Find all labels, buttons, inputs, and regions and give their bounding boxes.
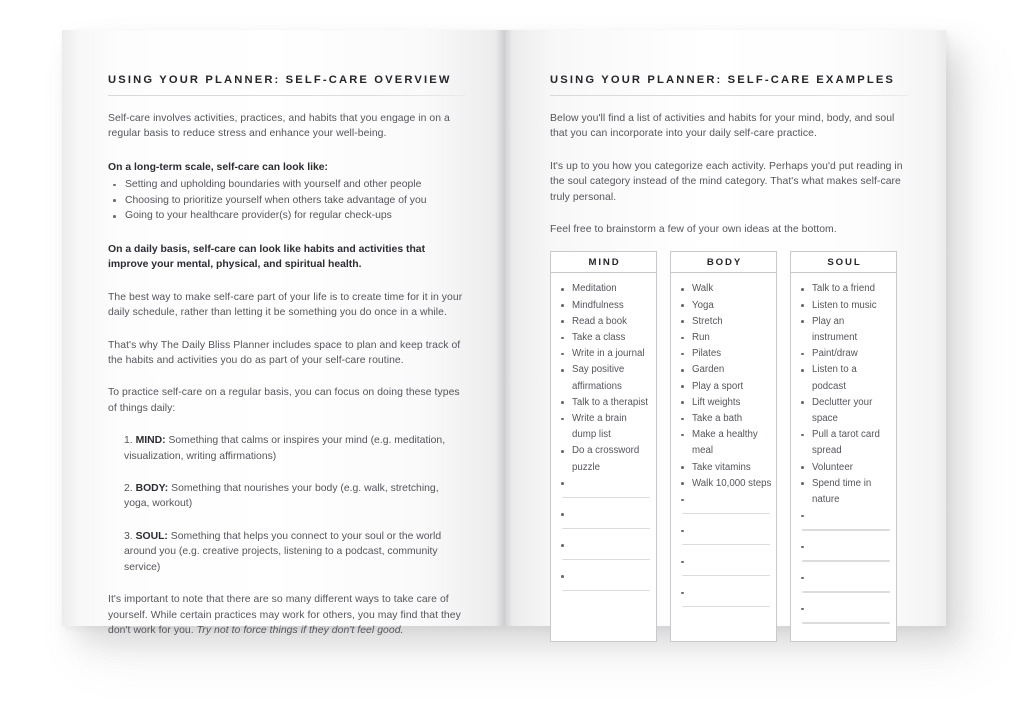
numbered-item-label: SOUL: [135,530,168,542]
numbered-item-mind [108,433,466,464]
column-body-body [671,273,776,641]
write-in-rule [562,497,650,498]
numbered-item-label: MIND: [135,435,166,447]
left-intro-paragraph: Self-care involves activities, practices, and habits that you engage in on a regular basis to reduce stress and enhance your well-being. [108,113,450,140]
planner-spread [62,30,946,636]
numbered-item-text: Something that helps you connect to your soul or the world around you (e.g. creative projects, listening to a podcast, community service) [124,530,442,573]
left-page [62,30,504,636]
write-in-rule [802,560,890,561]
paragraph-best-way: The best way to make self-care part of your life is to create time for it in your daily schedule, rather than letting it be something you do once in a while. [108,291,463,319]
right-page [504,30,946,626]
numbered-item-soul [108,529,466,575]
longterm-label: On a long-term scale, self-care can look like: [108,161,329,173]
numbered-item-text: Something that calms or inspires your mind (e.g. meditation, visualization, writing affirmations) [124,435,446,462]
paragraph-brainstorm: Feel free to brainstorm a few of your own ideas at the bottom. [550,224,837,236]
numbered-item-body [108,481,466,512]
column-body-mind [551,273,656,641]
right-heading-rule [550,95,908,96]
write-in-rule [562,559,650,560]
list-item: Walk [673,281,772,297]
numbered-item-number: 1. [124,435,136,447]
self-care-examples-table [550,251,908,642]
write-in-rule [802,529,890,530]
list-item: Take a class [553,330,652,346]
column-soul [790,251,897,642]
closing-plain-text: It's important to note that there are so many different ways to take care of yourself. While certain practices may work for others, you may find that they don't work for you. [108,594,461,636]
right-page-heading: USING YOUR PLANNER: SELF-CARE EXAMPLES [550,74,896,86]
write-in-line[interactable] [673,492,772,523]
mind-item-list [553,281,652,599]
list-item: Paint/draw [793,346,892,362]
write-in-line[interactable] [553,476,652,507]
numbered-item-number: 3. [124,530,136,542]
write-in-line[interactable] [673,585,772,616]
list-item: Take a bath [673,411,772,427]
closing-italic-text: Try not to force things if they don't feel good. [196,624,404,636]
write-in-line[interactable] [793,601,892,632]
write-in-rule [682,513,770,514]
write-in-line[interactable] [673,523,772,554]
list-item: Going to your healthcare provider(s) for regular check-ups [108,208,466,224]
list-item: Mindfulness [553,298,652,314]
write-in-rule [682,575,770,576]
numbered-item-text: Something that nourishes your body (e.g. walk, stretching, yoga, workout) [124,483,439,510]
column-body-soul [791,273,896,641]
longterm-list [108,177,466,224]
write-in-rule [562,528,650,529]
write-in-rule [802,622,890,623]
list-item: Choosing to prioritize yourself when others take advantage of you [108,193,466,209]
paragraph-practice: To practice self-care on a regular basis, you can focus on doing these types of things daily: [108,387,460,414]
write-in-rule [562,590,650,591]
list-item: Stretch [673,314,772,330]
list-item: Garden [673,362,772,378]
column-body [670,251,777,642]
write-in-line[interactable] [553,569,652,600]
list-item: Meditation [553,281,652,297]
list-item: Walk 10,000 steps [673,476,772,492]
write-in-line[interactable] [553,538,652,569]
list-item: Run [673,330,772,346]
paragraph-below: Below you'll find a list of activities and habits for your mind, body, and soul that you can incorporate into your daily self-care practice. [550,113,895,140]
daily-label: On a daily basis, self-care can look like habits and activities that improve your mental, physical, and spiritual health. [108,244,426,271]
column-header-body: BODY [671,252,776,273]
list-item: Make a healthy meal [673,427,772,459]
list-item: Setting and upholding boundaries with yourself and other people [108,177,466,193]
closing-paragraph [108,592,466,638]
list-item: Play an instrument [793,314,892,346]
column-header-mind: MIND [551,252,656,273]
left-heading-rule [108,95,466,96]
write-in-line[interactable] [673,554,772,585]
list-item: Listen to a podcast [793,362,892,394]
body-item-list [673,281,772,616]
list-item: Read a book [553,314,652,330]
column-header-soul: SOUL [791,252,896,273]
list-item: Spend time in nature [793,476,892,508]
soul-item-list [793,281,892,632]
column-mind [550,251,657,642]
list-item: Declutter your space [793,395,892,427]
write-in-rule [682,544,770,545]
list-item: Write a brain dump list [553,411,652,443]
list-item: Take vitamins [673,460,772,476]
list-item: Listen to music [793,298,892,314]
list-item: Say positive affirmations [553,362,652,394]
list-item: Pilates [673,346,772,362]
list-item: Volunteer [793,460,892,476]
numbered-item-label: BODY: [135,483,169,495]
list-item: Lift weights [673,395,772,411]
list-item: Yoga [673,298,772,314]
write-in-line[interactable] [793,539,892,570]
write-in-rule [682,606,770,607]
write-in-line[interactable] [793,570,892,601]
paragraph-upto: It's up to you how you categorize each activity. Perhaps you'd put reading in the soul category instead of the mind category. That's what makes self-care truly personal. [550,160,903,203]
list-item: Play a sport [673,379,772,395]
list-item: Write in a journal [553,346,652,362]
list-item: Talk to a therapist [553,395,652,411]
left-page-heading: USING YOUR PLANNER: SELF-CARE OVERVIEW [108,74,452,86]
write-in-line[interactable] [793,508,892,539]
numbered-item-number: 2. [124,483,136,495]
paragraph-planner: That's why The Daily Bliss Planner includes space to plan and keep track of the habits and activities you do as part of your self-care routine. [108,339,461,367]
write-in-rule [802,591,890,592]
list-item: Do a crossword puzzle [553,443,652,475]
list-item: Pull a tarot card spread [793,427,892,459]
list-item: Talk to a friend [793,281,892,297]
write-in-line[interactable] [553,507,652,538]
